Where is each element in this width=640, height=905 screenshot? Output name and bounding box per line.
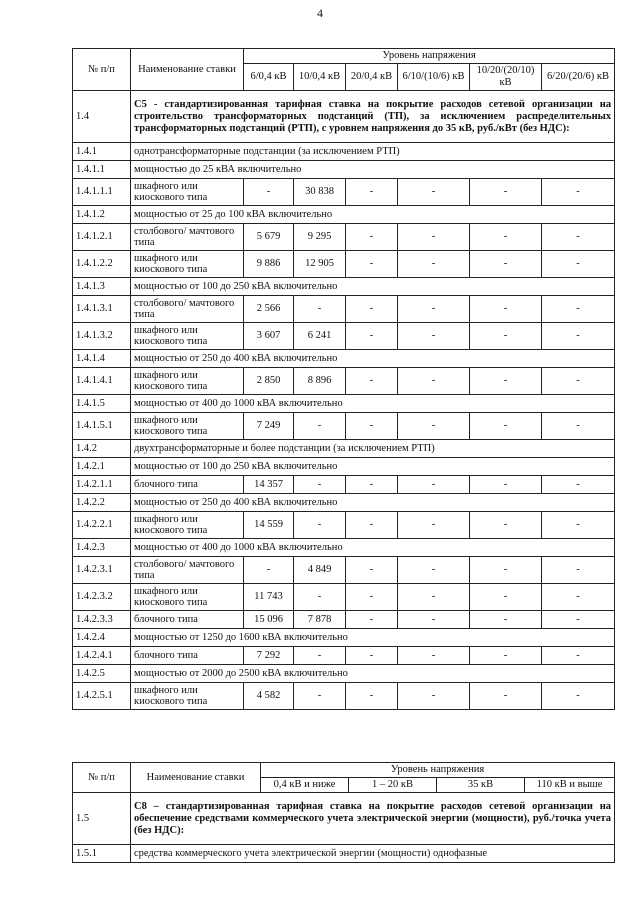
rate-value: - xyxy=(346,323,398,350)
rate-value: - xyxy=(470,224,542,251)
rate-value: - xyxy=(542,647,615,665)
rate-value: - xyxy=(244,557,294,584)
row-number: 1.4.2.5.1 xyxy=(73,683,131,710)
group-heading: однотрансформаторные подстанции (за исключением РТП) xyxy=(131,143,615,161)
rate-value: - xyxy=(398,512,470,539)
group-heading: мощностью от 400 до 1000 кВА включительно xyxy=(131,395,615,413)
rate-name: блочного типа xyxy=(131,647,244,665)
group-heading: мощностью от 100 до 250 кВА включительно xyxy=(131,278,615,296)
rate-value: 5 679 xyxy=(244,224,294,251)
table-row xyxy=(73,206,615,224)
row-number: 1.4.2.1 xyxy=(73,458,131,476)
rate-value: - xyxy=(470,476,542,494)
table-row xyxy=(73,458,615,476)
table-row xyxy=(73,665,615,683)
rate-value: - xyxy=(470,251,542,278)
header-num: № п/п xyxy=(73,49,131,91)
rate-value: 9 295 xyxy=(294,224,346,251)
table-row xyxy=(73,557,615,584)
rate-value: 14 559 xyxy=(244,512,294,539)
rate-value: - xyxy=(542,179,615,206)
rate-value: - xyxy=(542,584,615,611)
table-row xyxy=(73,91,615,143)
table-row xyxy=(73,539,615,557)
table-row xyxy=(73,224,615,251)
row-number: 1.4.2.4 xyxy=(73,629,131,647)
rate-value: - xyxy=(398,557,470,584)
row-number: 1.4.1.2.1 xyxy=(73,224,131,251)
table-row xyxy=(73,611,615,629)
rate-value: - xyxy=(398,296,470,323)
rate-value: 6 241 xyxy=(294,323,346,350)
rate-name: шкафного или киоскового типа xyxy=(131,413,244,440)
rate-value: 9 886 xyxy=(244,251,294,278)
rate-value: - xyxy=(398,584,470,611)
header-voltage: 6/10/(10/6) кВ xyxy=(398,64,470,91)
rate-value: - xyxy=(346,224,398,251)
tariff-table-c5 xyxy=(72,48,615,710)
rate-name: шкафного или киоскового типа xyxy=(131,584,244,611)
table-row xyxy=(73,251,615,278)
rate-value: - xyxy=(470,296,542,323)
header-voltage: 10/20/(20/10) кВ xyxy=(470,64,542,91)
row-number: 1.4.2.2.1 xyxy=(73,512,131,539)
row-number: 1.5 xyxy=(73,793,131,845)
table-row xyxy=(73,323,615,350)
section-heading: С8 – стандартизированная тарифная ставка на покрытие расходов сетевой организации на обеспечение средствами коммерческого учета электрической энергии (мощности), руб./точка учета (без НДС): xyxy=(131,793,615,845)
rate-name: блочного типа xyxy=(131,476,244,494)
row-number: 1.4.1.5 xyxy=(73,395,131,413)
table-row xyxy=(73,296,615,323)
row-number: 1.5.1 xyxy=(73,845,131,863)
rate-name: столбового/ мачтового типа xyxy=(131,224,244,251)
rate-value: 14 357 xyxy=(244,476,294,494)
rate-value: - xyxy=(398,368,470,395)
rate-value: 2 850 xyxy=(244,368,294,395)
rate-value: 2 566 xyxy=(244,296,294,323)
header-voltage: 6/0,4 кВ xyxy=(244,64,294,91)
table-row xyxy=(73,793,615,845)
rate-value: - xyxy=(346,557,398,584)
group-heading: средства коммерческого учета электрической энергии (мощности) однофазные xyxy=(131,845,615,863)
rate-value: 7 292 xyxy=(244,647,294,665)
table-row xyxy=(73,350,615,368)
rate-value: - xyxy=(470,647,542,665)
rate-value: - xyxy=(346,584,398,611)
rate-value: - xyxy=(398,611,470,629)
row-number: 1.4.1.3.2 xyxy=(73,323,131,350)
rate-value: - xyxy=(470,179,542,206)
row-number: 1.4.1.3 xyxy=(73,278,131,296)
rate-name: шкафного или киоскового типа xyxy=(131,179,244,206)
row-number: 1.4.2.3.1 xyxy=(73,557,131,584)
header-voltage: 1 – 20 кВ xyxy=(349,778,437,793)
rate-value: - xyxy=(542,557,615,584)
rate-value: 4 582 xyxy=(244,683,294,710)
header-voltage: 6/20/(20/6) кВ xyxy=(542,64,615,91)
table-row xyxy=(73,413,615,440)
group-heading: мощностью от 25 до 100 кВА включительно xyxy=(131,206,615,224)
rate-value: - xyxy=(470,368,542,395)
rate-name: шкафного или киоскового типа xyxy=(131,368,244,395)
group-heading: мощностью от 400 до 1000 кВА включительно xyxy=(131,539,615,557)
row-number: 1.4.2.5 xyxy=(73,665,131,683)
rate-value: - xyxy=(346,413,398,440)
rate-value: - xyxy=(542,413,615,440)
table-row xyxy=(73,647,615,665)
rate-value: - xyxy=(398,224,470,251)
rate-value: - xyxy=(470,683,542,710)
row-number: 1.4.1.5.1 xyxy=(73,413,131,440)
table-row xyxy=(73,440,615,458)
rate-value: 30 838 xyxy=(294,179,346,206)
header-voltage: 0,4 кВ и ниже xyxy=(261,778,349,793)
row-number: 1.4.1.1.1 xyxy=(73,179,131,206)
row-number: 1.4.2.3 xyxy=(73,539,131,557)
group-heading: мощностью от 250 до 400 кВА включительно xyxy=(131,350,615,368)
table-row xyxy=(73,584,615,611)
rate-name: столбового/ мачтового типа xyxy=(131,557,244,584)
rate-value: - xyxy=(470,323,542,350)
rate-value: 8 896 xyxy=(294,368,346,395)
rate-value: - xyxy=(470,557,542,584)
rate-value: - xyxy=(542,323,615,350)
tariff-table-c8 xyxy=(72,762,615,863)
row-number: 1.4.1.3.1 xyxy=(73,296,131,323)
rate-value: - xyxy=(470,584,542,611)
header-name: Наименование ставки xyxy=(131,49,244,91)
row-number: 1.4.1.2 xyxy=(73,206,131,224)
rate-value: 7 249 xyxy=(244,413,294,440)
rate-value: - xyxy=(398,179,470,206)
group-heading: мощностью от 100 до 250 кВА включительно xyxy=(131,458,615,476)
rate-value: - xyxy=(244,179,294,206)
row-number: 1.4.1.4.1 xyxy=(73,368,131,395)
header-voltage-level: Уровень напряжения xyxy=(244,49,615,64)
rate-value: - xyxy=(294,683,346,710)
rate-value: - xyxy=(346,512,398,539)
rate-name: шкафного или киоскового типа xyxy=(131,323,244,350)
header-name: Наименование ставки xyxy=(131,763,261,793)
rate-value: - xyxy=(346,683,398,710)
row-number: 1.4.1 xyxy=(73,143,131,161)
rate-value: 4 849 xyxy=(294,557,346,584)
rate-value: 7 878 xyxy=(294,611,346,629)
section-heading: С5 - стандартизированная тарифная ставка на покрытие расходов сетевой организации на строительство трансформаторных подстанций (ТП), за исключением распределительных трансформаторных подстанций (РТП), с уровнем напряжения до 35 кВ, руб./кВт (без НДС): xyxy=(131,91,615,143)
rate-value: - xyxy=(542,224,615,251)
rate-value: - xyxy=(294,512,346,539)
rate-value: - xyxy=(398,476,470,494)
header-voltage: 110 кВ и выше xyxy=(525,778,615,793)
rate-value: - xyxy=(398,683,470,710)
rate-value: 3 607 xyxy=(244,323,294,350)
rate-name: шкафного или киоскового типа xyxy=(131,251,244,278)
rate-value: - xyxy=(294,296,346,323)
rate-value: - xyxy=(470,611,542,629)
row-number: 1.4.2.2 xyxy=(73,494,131,512)
header-voltage-level: Уровень напряжения xyxy=(261,763,615,778)
rate-value: - xyxy=(346,296,398,323)
rate-value: - xyxy=(346,476,398,494)
table-row xyxy=(73,368,615,395)
rate-value: - xyxy=(542,296,615,323)
table-row xyxy=(73,161,615,179)
rate-value: - xyxy=(346,368,398,395)
rate-name: шкафного или киоскового типа xyxy=(131,683,244,710)
rate-value: - xyxy=(542,251,615,278)
table-row xyxy=(73,683,615,710)
group-heading: двухтрансформаторные и более подстанции (за исключением РТП) xyxy=(131,440,615,458)
rate-value: - xyxy=(346,647,398,665)
rate-value: - xyxy=(398,647,470,665)
header-voltage: 20/0,4 кВ xyxy=(346,64,398,91)
table-row xyxy=(73,629,615,647)
rate-value: - xyxy=(294,413,346,440)
row-number: 1.4.1.2.2 xyxy=(73,251,131,278)
rate-value: - xyxy=(294,584,346,611)
rate-value: - xyxy=(542,683,615,710)
table-row xyxy=(73,476,615,494)
rate-value: - xyxy=(398,323,470,350)
rate-name: шкафного или киоскового типа xyxy=(131,512,244,539)
group-heading: мощностью от 1250 до 1600 кВА включительно xyxy=(131,629,615,647)
rate-value: - xyxy=(470,413,542,440)
rate-value: 15 096 xyxy=(244,611,294,629)
rate-value: - xyxy=(398,251,470,278)
rate-value: - xyxy=(542,512,615,539)
row-number: 1.4.2.3.2 xyxy=(73,584,131,611)
row-number: 1.4.1.1 xyxy=(73,161,131,179)
rate-value: 11 743 xyxy=(244,584,294,611)
rate-value: - xyxy=(346,179,398,206)
table-row xyxy=(73,278,615,296)
row-number: 1.4.1.4 xyxy=(73,350,131,368)
row-number: 1.4.2 xyxy=(73,440,131,458)
rate-value: 12 905 xyxy=(294,251,346,278)
rate-name: блочного типа xyxy=(131,611,244,629)
rate-value: - xyxy=(294,476,346,494)
table-row xyxy=(73,494,615,512)
table-row xyxy=(73,143,615,161)
row-number: 1.4 xyxy=(73,91,131,143)
rate-value: - xyxy=(346,611,398,629)
group-heading: мощностью до 25 кВА включительно xyxy=(131,161,615,179)
rate-value: - xyxy=(542,368,615,395)
rate-name: столбового/ мачтового типа xyxy=(131,296,244,323)
table-row xyxy=(73,395,615,413)
row-number: 1.4.2.3.3 xyxy=(73,611,131,629)
rate-value: - xyxy=(398,413,470,440)
page-number: 4 xyxy=(317,6,323,20)
header-num: № п/п xyxy=(73,763,131,793)
rate-value: - xyxy=(346,251,398,278)
header-voltage: 10/0,4 кВ xyxy=(294,64,346,91)
rate-value: - xyxy=(470,512,542,539)
rate-value: - xyxy=(542,476,615,494)
row-number: 1.4.2.4.1 xyxy=(73,647,131,665)
group-heading: мощностью от 250 до 400 кВА включительно xyxy=(131,494,615,512)
table-row xyxy=(73,512,615,539)
row-number: 1.4.2.1.1 xyxy=(73,476,131,494)
rate-value: - xyxy=(294,647,346,665)
rate-value: - xyxy=(542,611,615,629)
table-row xyxy=(73,845,615,863)
header-voltage: 35 кВ xyxy=(437,778,525,793)
table-row xyxy=(73,179,615,206)
group-heading: мощностью от 2000 до 2500 кВА включительно xyxy=(131,665,615,683)
